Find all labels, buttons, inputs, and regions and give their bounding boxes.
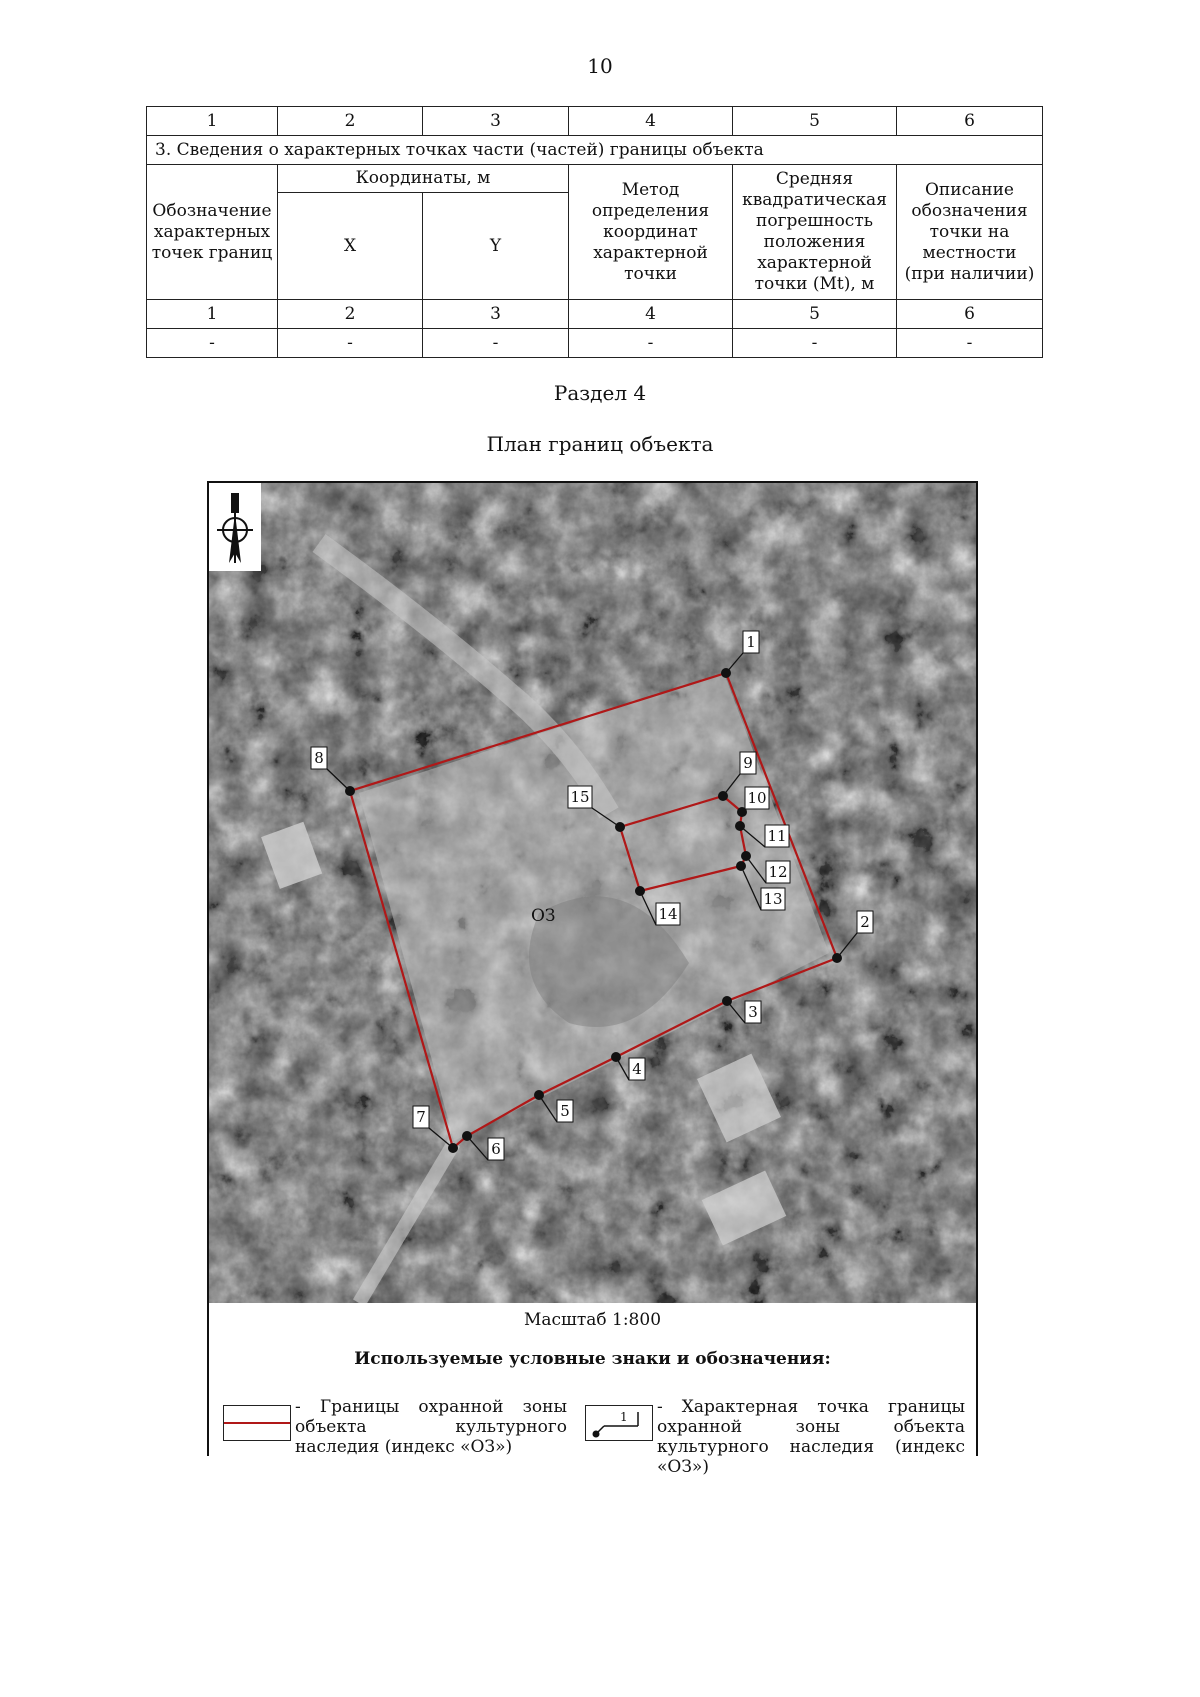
section-row (147, 136, 1043, 165)
north-arrow-icon (209, 483, 261, 571)
boundary-point-label: 15 (570, 788, 590, 806)
column-number-row-2 (147, 300, 1043, 329)
boundary-point-label: 6 (491, 1140, 501, 1158)
boundary-point-label: 7 (416, 1108, 426, 1126)
column-number-row (147, 107, 1043, 136)
boundary-point-label: 1 (746, 633, 756, 651)
header-row-1 (147, 165, 1043, 193)
method-header: Метод определения координат характерной точки (569, 165, 733, 300)
boundary-point-label: 9 (743, 754, 753, 772)
boundary-point-marker (615, 822, 625, 832)
point-legend-label: 1 (620, 1410, 628, 1424)
col-number: 2 (278, 300, 423, 329)
plan-title: План границ объекта (486, 432, 714, 456)
boundary-point-marker (345, 786, 355, 796)
page-number: 10 (587, 54, 613, 78)
boundary-legend-symbol (223, 1405, 291, 1441)
legend-heading: Используемые условные знаки и обозначения: (354, 1349, 831, 1369)
boundary-point-label: 13 (763, 890, 783, 908)
boundary-point-label: 10 (747, 789, 767, 807)
boundary-point-marker (722, 996, 732, 1006)
boundary-point-label: 3 (748, 1003, 758, 1021)
point-legend-symbol (585, 1405, 653, 1441)
table-cell: - (423, 329, 569, 358)
boundary-point-marker (611, 1052, 621, 1062)
table-cell: - (569, 329, 733, 358)
coordinates-header: Координаты, м (278, 165, 569, 193)
col-number: 1 (147, 107, 278, 136)
boundary-point-marker (832, 953, 842, 963)
col-number: 1 (147, 300, 278, 329)
boundary-point-marker (735, 821, 745, 831)
section-title: Раздел 4 (553, 381, 647, 405)
boundary-point-marker (741, 851, 751, 861)
map-svg (209, 483, 976, 1303)
col-number: 5 (733, 300, 897, 329)
boundary-point-marker (736, 861, 746, 871)
boundary-point-label: 5 (560, 1102, 570, 1120)
table-cell: - (897, 329, 1043, 358)
col-number: 2 (278, 107, 423, 136)
description-header: Описание обозначения точки на местности (при наличии) (897, 165, 1043, 300)
boundary-point-label: 8 (314, 749, 324, 767)
col-number: 3 (423, 107, 569, 136)
boundary-point-marker (448, 1143, 458, 1153)
zone-label: ОЗ (531, 906, 556, 926)
table-cell: - (278, 329, 423, 358)
boundary-point-label: 4 (632, 1060, 642, 1078)
point-legend-text: - Характерная точка границы охранной зоны объекта культурного наследия (индекс «ОЗ») (657, 1397, 965, 1477)
boundary-point-marker (534, 1090, 544, 1100)
mean-error-header: Средняя квадратическая погрешность положения характерной точки (Mt), м (733, 165, 897, 300)
boundary-point-label: 2 (860, 913, 870, 931)
boundary-point-marker (718, 791, 728, 801)
boundary-point-marker (635, 886, 645, 896)
boundary-point-marker (737, 807, 747, 817)
scale-label: Масштаб 1:800 (523, 1310, 662, 1330)
table-cell: - (733, 329, 897, 358)
col-number: 4 (569, 107, 733, 136)
boundary-plan-map (207, 481, 978, 1477)
x-header: X (278, 193, 423, 300)
col-number: 4 (569, 300, 733, 329)
boundary-point-label: 12 (768, 863, 788, 881)
col-number: 5 (733, 107, 897, 136)
y-header: Y (423, 193, 569, 300)
table-row (147, 329, 1043, 358)
section-row-text: 3. Сведения о характерных точках части (частей) границы объекта (147, 136, 1043, 165)
table-cell: - (147, 329, 278, 358)
boundary-point-marker (721, 668, 731, 678)
boundary-legend-text: - Границы охранной зоны объекта культурного наследия (индекс «ОЗ») (295, 1397, 567, 1457)
boundary-point-marker (462, 1131, 472, 1141)
col-number: 6 (897, 107, 1043, 136)
col-number: 3 (423, 300, 569, 329)
boundary-point-label: 11 (767, 827, 787, 845)
col-number: 6 (897, 300, 1043, 329)
boundary-point-label: 14 (658, 905, 678, 923)
characteristic-points-table (146, 106, 1043, 358)
aerial-map (209, 483, 976, 1303)
point-designation-header: Обозначение характерных точек границ (147, 165, 278, 300)
